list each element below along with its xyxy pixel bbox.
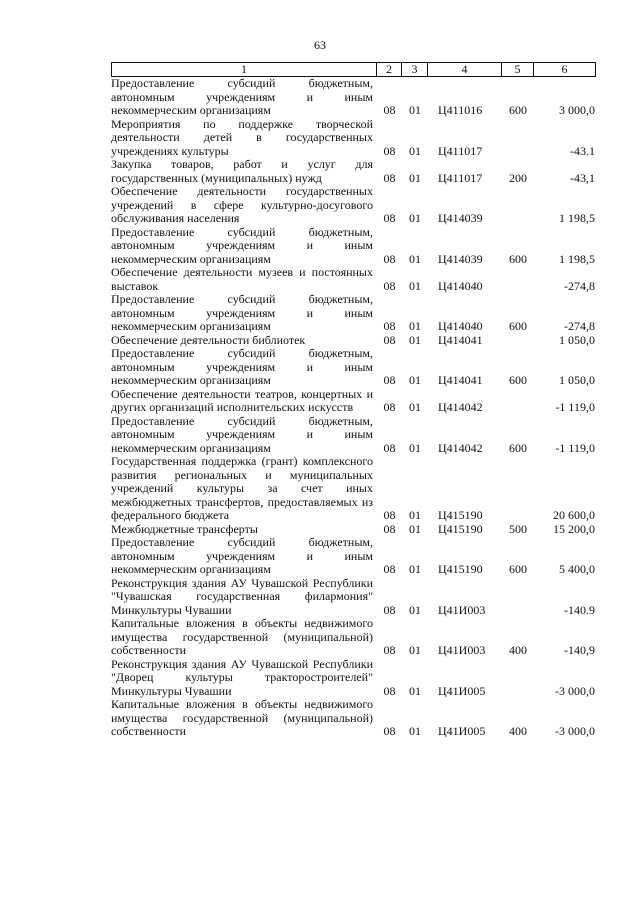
table-row bbox=[111, 658, 596, 699]
row-target-item-cell: Ц411017 bbox=[438, 143, 483, 158]
row-amount-cell: -43.1 bbox=[570, 143, 595, 158]
row-expense-type-cell: 400 bbox=[509, 643, 527, 657]
column-header-expense-type: 5 bbox=[502, 63, 534, 76]
table-row bbox=[111, 455, 596, 523]
row-subsection-cell: 01 bbox=[409, 103, 421, 117]
row-name-cell: Реконструкция здания АУ Чувашской Республики "Дворец культуры тракторостроителей" Минкультуры Чувашии bbox=[111, 656, 373, 698]
row-target-item-cell: Ц415190 bbox=[438, 508, 483, 522]
row-amount-cell: 1 050,0 bbox=[559, 332, 595, 347]
row-subsection-cell: 01 bbox=[409, 278, 421, 293]
row-expense-type-cell: 600 bbox=[509, 251, 527, 266]
table-row bbox=[111, 266, 596, 293]
row-amount-cell: 15 200,0 bbox=[553, 521, 595, 536]
row-target-item-cell: Ц414041 bbox=[438, 373, 483, 387]
column-header-section: 2 bbox=[377, 63, 402, 76]
row-subsection-cell: 01 bbox=[409, 724, 421, 738]
row-section-cell: 08 bbox=[383, 319, 396, 333]
row-amount-cell: -3 000,0 bbox=[555, 724, 595, 738]
table-row bbox=[111, 77, 596, 118]
table-row bbox=[111, 226, 596, 267]
table-body bbox=[111, 77, 596, 739]
row-expense-type-cell: 400 bbox=[509, 724, 527, 738]
row-subsection-cell: 01 bbox=[409, 143, 421, 158]
row-name-cell: Обеспечение деятельности музеев и постоянных выставок bbox=[111, 265, 373, 293]
row-subsection-cell: 01 bbox=[409, 683, 421, 698]
row-section-cell: 08 bbox=[383, 400, 396, 414]
row-name-cell: Предоставление субсидий бюджетным, автономным учреждениям и иным некоммерческим организациям bbox=[111, 292, 373, 333]
table-header bbox=[111, 62, 596, 77]
row-name-cell: Предоставление субсидий бюджетным, автономным учреждениям и иным некоммерческим организациям bbox=[111, 76, 373, 117]
row-name-cell: Межбюджетные трансферты bbox=[111, 521, 258, 536]
table-row bbox=[111, 698, 596, 739]
row-target-item-cell: Ц41И003 bbox=[438, 602, 486, 617]
row-target-item-cell: Ц414039 bbox=[438, 251, 483, 266]
table-row bbox=[111, 388, 596, 415]
row-target-item-cell: Ц414042 bbox=[438, 440, 483, 455]
row-target-item-cell: Ц41И005 bbox=[438, 724, 486, 738]
row-amount-cell: -1 119,0 bbox=[555, 440, 595, 455]
row-name-cell: Реконструкция здания АУ Чувашской Республики "Чувашская государственная филармония" Минкультуры Чувашии bbox=[111, 575, 373, 617]
row-amount-cell: 1 198,5 bbox=[559, 211, 595, 225]
row-section-cell: 08 bbox=[383, 278, 396, 293]
row-target-item-cell: Ц411016 bbox=[438, 103, 483, 117]
row-target-item-cell: Ц411017 bbox=[438, 170, 483, 185]
row-subsection-cell: 01 bbox=[409, 373, 421, 387]
row-section-cell: 08 bbox=[383, 332, 396, 347]
row-name-cell: Капитальные вложения в объекты недвижимого имущества государственной (муниципальной) собственности bbox=[111, 616, 373, 657]
table-row bbox=[111, 536, 596, 577]
row-amount-cell: 5 400,0 bbox=[559, 562, 595, 576]
row-name-cell: Обеспечение деятельности государственных учреждений в сфере культурно-досугового обслуживания населения bbox=[111, 184, 373, 225]
row-name-cell: Предоставление субсидий бюджетным, автономным учреждениям и иным некоммерческим организациям bbox=[111, 535, 373, 576]
row-target-item-cell: Ц414040 bbox=[438, 278, 483, 293]
row-amount-cell: -274,8 bbox=[564, 278, 595, 293]
table-row bbox=[111, 185, 596, 226]
row-section-cell: 08 bbox=[383, 643, 396, 657]
column-header-name: 1 bbox=[111, 63, 377, 76]
row-subsection-cell: 01 bbox=[409, 508, 421, 522]
row-target-item-cell: Ц41И003 bbox=[438, 643, 486, 657]
column-header-target-item: 4 bbox=[428, 63, 502, 76]
row-subsection-cell: 01 bbox=[409, 319, 421, 333]
row-subsection-cell: 01 bbox=[409, 332, 421, 347]
row-target-item-cell: Ц414040 bbox=[438, 319, 483, 333]
row-subsection-cell: 01 bbox=[409, 521, 421, 536]
row-section-cell: 08 bbox=[383, 211, 396, 225]
row-target-item-cell: Ц415190 bbox=[438, 521, 483, 536]
row-target-item-cell: Ц41И005 bbox=[438, 683, 486, 698]
row-expense-type-cell: 600 bbox=[509, 440, 527, 455]
row-section-cell: 08 bbox=[383, 683, 396, 698]
row-target-item-cell: Ц414042 bbox=[438, 400, 483, 414]
row-amount-cell: 3 000,0 bbox=[559, 103, 595, 117]
row-expense-type-cell: 600 bbox=[509, 319, 527, 333]
row-name-cell: Обеспечение деятельности библиотек bbox=[111, 332, 306, 347]
row-expense-type-cell: 600 bbox=[509, 373, 527, 387]
row-amount-cell: -1 119,0 bbox=[555, 400, 595, 414]
table-row bbox=[111, 158, 596, 185]
row-expense-type-cell: 600 bbox=[509, 562, 527, 576]
row-subsection-cell: 01 bbox=[409, 400, 421, 414]
row-section-cell: 08 bbox=[383, 103, 396, 117]
table-row bbox=[111, 347, 596, 388]
table-row bbox=[111, 118, 596, 159]
row-subsection-cell: 01 bbox=[409, 562, 421, 576]
row-target-item-cell: Ц414039 bbox=[438, 211, 483, 225]
row-section-cell: 08 bbox=[383, 251, 396, 266]
budget-table bbox=[111, 62, 596, 739]
row-section-cell: 08 bbox=[383, 562, 396, 576]
row-subsection-cell: 01 bbox=[409, 440, 421, 455]
row-name-cell: Закупка товаров, работ и услуг для государственных (муниципальных) нужд bbox=[111, 157, 373, 185]
row-amount-cell: -140.9 bbox=[564, 602, 595, 617]
row-section-cell: 08 bbox=[383, 508, 396, 522]
table-row bbox=[111, 293, 596, 334]
row-name-cell: Предоставление субсидий бюджетным, автономным учреждениям и иным некоммерческим организациям bbox=[111, 413, 373, 455]
row-section-cell: 08 bbox=[383, 724, 396, 738]
row-name-cell: Предоставление субсидий бюджетным, автономным учреждениям и иным некоммерческим организациям bbox=[111, 346, 373, 387]
row-amount-cell: -3 000,0 bbox=[555, 683, 595, 698]
row-name-cell: Обеспечение деятельности театров, концертных и других организаций исполнительских искусств bbox=[111, 386, 373, 414]
row-subsection-cell: 01 bbox=[409, 170, 421, 185]
row-name-cell: Капитальные вложения в объекты недвижимого имущества государственной (муниципальной) собственности bbox=[111, 697, 373, 738]
table-row bbox=[111, 415, 596, 456]
row-section-cell: 08 bbox=[383, 602, 396, 617]
row-expense-type-cell: 200 bbox=[509, 170, 527, 185]
row-name-cell: Предоставление субсидий бюджетным, автономным учреждениям и иным некоммерческим организациям bbox=[111, 224, 373, 266]
row-section-cell: 08 bbox=[383, 373, 396, 387]
row-subsection-cell: 01 bbox=[409, 643, 421, 657]
row-section-cell: 08 bbox=[383, 170, 396, 185]
table-row bbox=[111, 617, 596, 658]
row-section-cell: 08 bbox=[383, 440, 396, 455]
table-row bbox=[111, 523, 596, 537]
row-name-cell: Государственная поддержка (грант) комплексного развития региональных и муниципальных учреждений культуры за счет иных межбюджетных трансфертов, предоставляемых из федерального бюджета bbox=[111, 454, 373, 522]
page-number: 63 bbox=[314, 38, 326, 52]
row-subsection-cell: 01 bbox=[409, 251, 421, 266]
row-amount-cell: -43,1 bbox=[570, 170, 595, 185]
row-section-cell: 08 bbox=[383, 143, 396, 158]
row-amount-cell: -140,9 bbox=[564, 643, 595, 657]
row-target-item-cell: Ц415190 bbox=[438, 562, 483, 576]
row-amount-cell: 20 600,0 bbox=[553, 508, 595, 522]
row-section-cell: 08 bbox=[383, 521, 396, 536]
row-amount-cell: 1 198,5 bbox=[559, 251, 595, 266]
row-expense-type-cell: 600 bbox=[509, 103, 527, 117]
row-subsection-cell: 01 bbox=[409, 211, 421, 225]
row-amount-cell: -274,8 bbox=[564, 319, 595, 333]
row-amount-cell: 1 050,0 bbox=[559, 373, 595, 387]
row-subsection-cell: 01 bbox=[409, 602, 421, 617]
column-header-amount: 6 bbox=[534, 63, 596, 76]
row-target-item-cell: Ц414041 bbox=[438, 332, 483, 347]
row-expense-type-cell: 500 bbox=[509, 521, 527, 536]
table-row bbox=[111, 577, 596, 618]
row-name-cell: Мероприятия по поддержке творческой деятельности детей в государственных учреждениях культуры bbox=[111, 116, 373, 158]
table-row bbox=[111, 334, 596, 348]
column-header-subsection: 3 bbox=[402, 63, 428, 76]
